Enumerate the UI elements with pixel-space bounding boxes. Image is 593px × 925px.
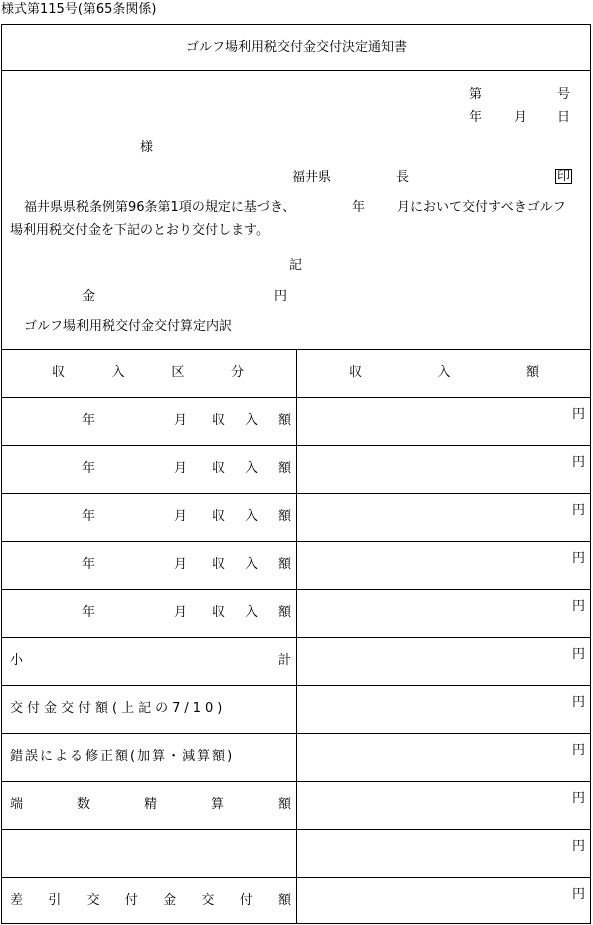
date-month: 月 [514,110,528,125]
body-line1-year: 年 [352,200,366,215]
date-day: 日 [557,110,571,125]
issuer-prefecture: 福井県 [292,170,332,185]
issuer-title: 長 [396,170,410,185]
income-amount-header: 収 入 額 [349,365,539,380]
row-divider [1,781,591,782]
row-divider [1,493,591,494]
body-line1-a: 福井県県税条例第96条第1項の規定に基づき、 [24,200,296,215]
addressee-suffix: 様 [140,140,154,155]
row-divider [1,829,591,830]
seal-mark: 印 [557,169,571,184]
row-divider [1,541,591,542]
date-year: 年 [469,110,483,125]
number-prefix: 第 [469,87,483,102]
row-divider [1,733,591,734]
number-suffix: 号 [557,87,571,102]
row-divider [1,685,591,686]
ki-label: 記 [289,258,303,273]
body-line2: 場利用税交付金を下記のとおり交付します。 [10,223,269,238]
row-divider [1,397,591,398]
form-number: 様式第115号(第65条関係) [1,2,157,17]
row-divider [1,445,591,446]
amount-en-label: 円 [274,289,288,304]
row-divider [1,589,591,590]
amount-kin-label: 金 [82,289,96,304]
breakdown-title: ゴルフ場利用税交付金交付算定内訳 [24,319,233,334]
body-line1-c: 月において交付すべきゴルフ [397,200,566,215]
row-divider [1,637,591,638]
document-title: ゴルフ場利用税交付金交付決定通知書 [185,40,407,55]
row-divider [1,877,591,878]
title-divider [1,70,591,71]
income-category-header: 収 入 区 分 [52,365,244,380]
